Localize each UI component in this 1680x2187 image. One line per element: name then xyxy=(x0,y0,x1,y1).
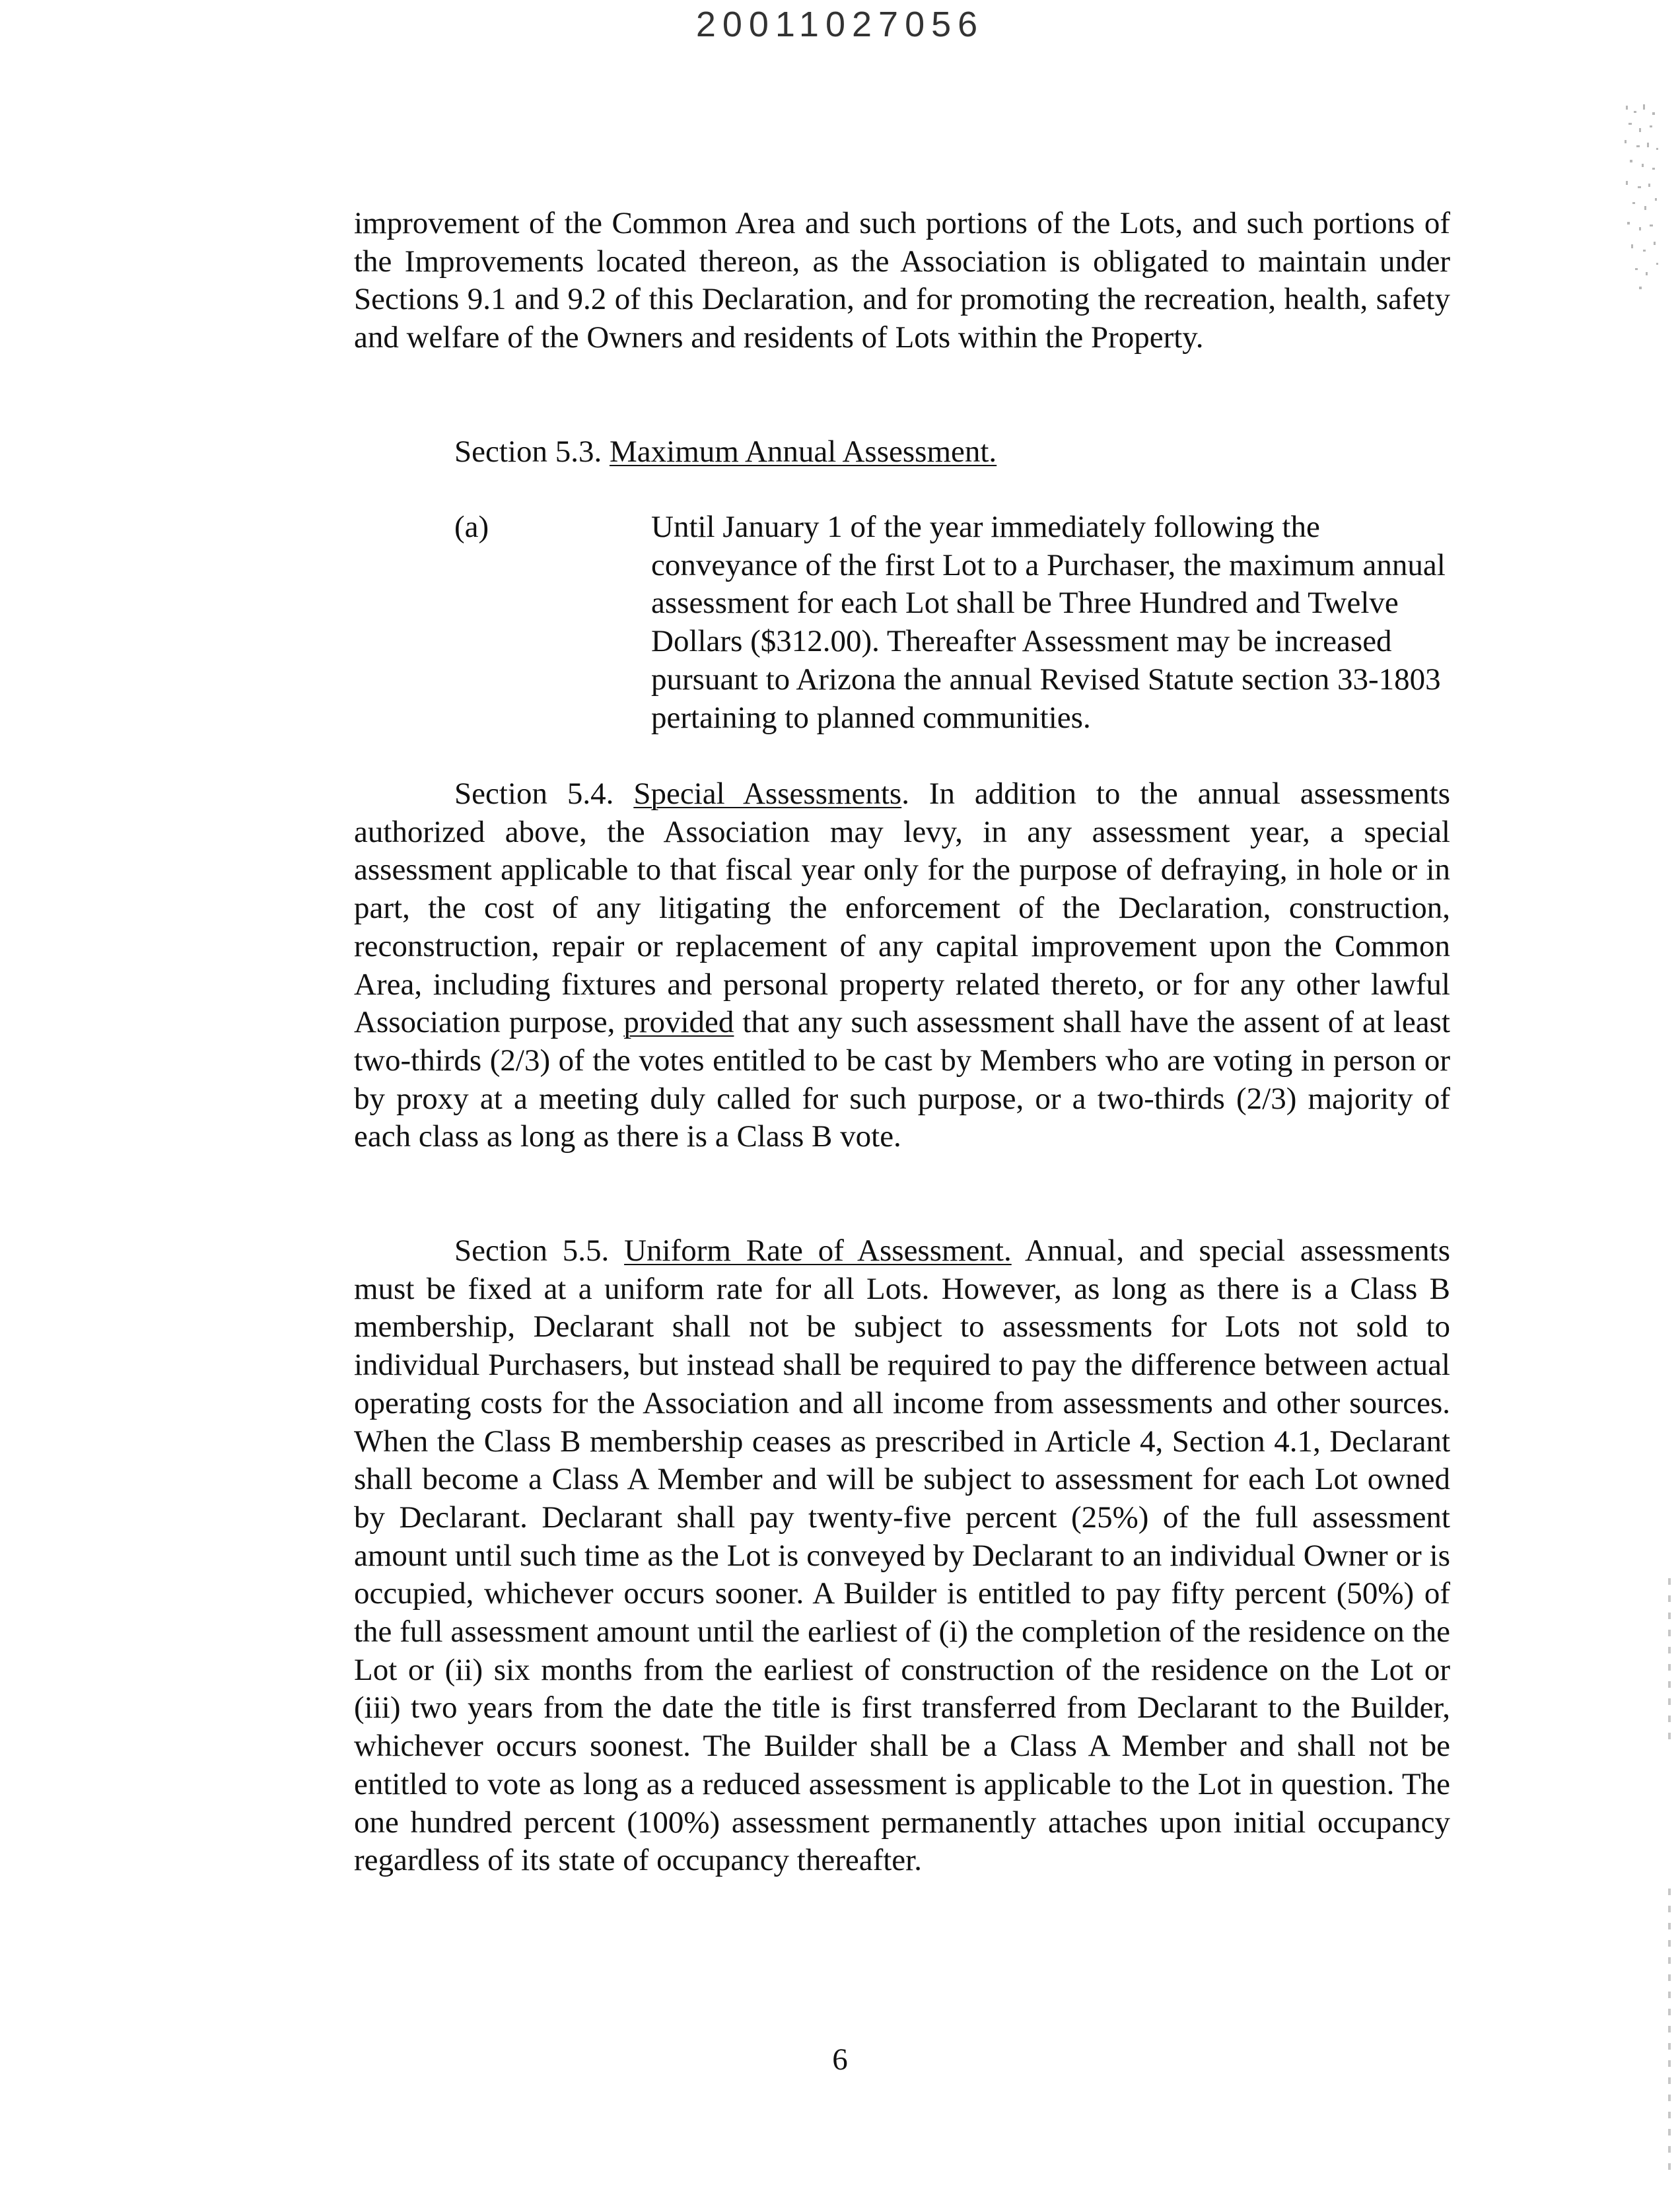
section-5-3-heading xyxy=(354,433,1450,471)
scan-edge-artifact xyxy=(1668,1889,1671,2179)
section-5-4-text-a: . In addition to the annual assessments authorized above, the Association may levy, in any assessment year, a special assessment applicable to that fiscal year only for the purpose of defraying, in hole or in part, the cost of any litigating the enforcement of the Declaration, construction, reconstruction, repair or replacement of any capital improvement upon the Common Area, including fixtures and personal property related thereto, or for any other lawful Association purpose, xyxy=(354,777,1450,1040)
document-number: 20011027056 xyxy=(695,5,985,44)
section-5-4 xyxy=(354,775,1450,1156)
intro-paragraph xyxy=(354,205,1450,357)
section-5-3-prefix: Section 5.3. xyxy=(454,434,602,469)
section-5-5-prefix: Section 5.5. xyxy=(454,1233,610,1268)
section-5-5-text: Annual, and special assessments must be fixed at a uniform rate for all Lots. However, as long as there is a Class B membership, Declarant shall not be subject to assessments for Lots not sold to individual Purchasers, but instead shall be required to pay the difference between actual operating costs for the Association and all income from assessments and other sources. When the Class B membership ceases as prescribed in Article 4, Section 4.1, Declarant shall become a Class A Member and will be subject to assessment for each Lot owned by Declarant. Declarant shall pay twenty-five percent (25%) of the full assessment amount until such time as the Lot is conveyed by Declarant to an individual Owner or is occupied, whichever occurs sooner. A Builder is entitled to pay fifty percent (50%) of the full assessment amount until the earliest of (i) the completion of the residence on the Lot or (ii) six months from the earliest of construction of the residence on the Lot or (iii) two years from the date the title is first transferred from Declarant to the Builder, whichever occurs soonest. The Builder shall be a Class A Member and shall not be entitled to vote as long as a reduced assessment is applicable to the Lot in question. The one hundred percent (100%) assessment permanently attaches upon initial occupancy regardless of its state of occupancy thereafter. xyxy=(354,1233,1450,1878)
provided-term: provided xyxy=(623,1005,734,1040)
section-5-5-title: Uniform Rate of Assessment. xyxy=(624,1233,1012,1268)
section-5-3-title: Maximum Annual Assessment. xyxy=(609,434,997,469)
section-5-4-prefix: Section 5.4. xyxy=(454,777,614,811)
section-5-4-text-b: that any such assessment shall have the assent of at least two-thirds (2/3) of the votes entitled to be cast by Members who are voting in person or by proxy at a meeting duly called for such purpose, or a two-thirds (2/3) majority of each class as long as there is a Class B vote. xyxy=(354,1005,1450,1154)
subparagraph-label: (a) xyxy=(454,510,489,544)
intro-text: improvement of the Common Area and such portions of the Lots, and such portions of the Improvements located thereon, as the Association is obligated to maintain under Sections 9.1 and 9.2 of this Declaration, and for promoting the recreation, health, safety and welfare of the Owners and residents of Lots within the Property. xyxy=(354,206,1450,355)
scan-edge-artifact xyxy=(1668,1578,1671,1750)
section-5-5 xyxy=(354,1232,1450,1880)
page-number: 6 xyxy=(832,2042,848,2077)
subparagraph-text: Until January 1 of the year immediately following the conveyance of the first Lot to a Purchaser, the maximum annual assessment for each Lot shall be Three Hundred and Twelve Dollars ($312.00). Thereafter Assessment may be increased pursuant to Arizona the annual Revised Statute section 33-1803 pertaining to planned communities. xyxy=(651,510,1446,735)
scan-artifact xyxy=(1619,99,1665,297)
section-5-4-title: Special Assessments xyxy=(633,777,902,811)
